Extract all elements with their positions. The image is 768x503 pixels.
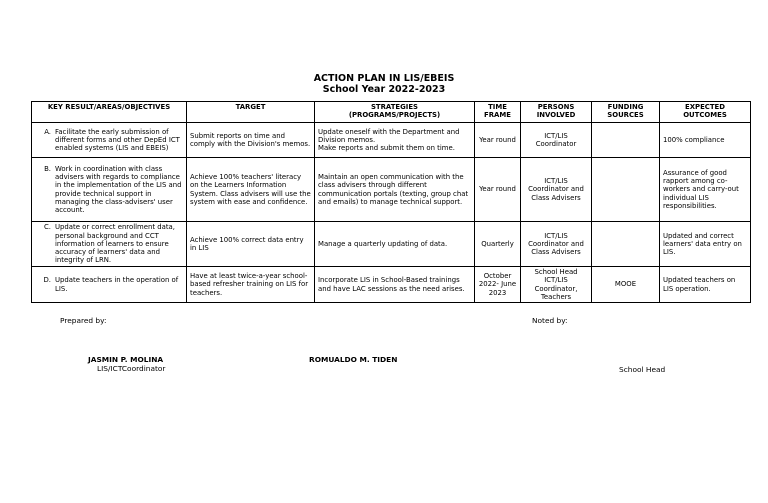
header-key-result: KEY RESULT/AREAS/OBJECTIVES <box>32 102 187 123</box>
objective-cell: D. Update teachers in the operation of LIS. <box>32 267 187 303</box>
header-persons-involved: PERSONS INVOLVED <box>521 102 592 123</box>
time-frame-cell: Year round <box>475 158 521 222</box>
target-cell: Achieve 100% correct data entry in LIS <box>187 222 315 267</box>
objective-cell: A. Facilitate the early submission of different forms and other DepEd ICT enabled systems (LIS and EBEIS) <box>32 123 187 158</box>
action-plan-table <box>31 101 751 303</box>
funding-cell <box>592 222 660 267</box>
outcome-cell: Assurance of good rapport among co-workers and carry-out individual LIS responsibilities. <box>660 158 751 222</box>
header-funding-sources: FUNDING SOURCES <box>592 102 660 123</box>
strategy-cell: Update oneself with the Department and Division memos. Make reports and submit them on time. <box>315 123 475 158</box>
funding-cell: MOOE <box>592 267 660 303</box>
table-header-row <box>32 102 751 123</box>
objective-cell: C. Update or correct enrollment data, personal background and CCT information of learners to ensure accuracy of learners' data and integrity of LRN. <box>32 222 187 267</box>
time-frame-cell: Quarterly <box>475 222 521 267</box>
target-cell: Submit reports on time and comply with the Division's memos. <box>187 123 315 158</box>
table-row <box>32 123 751 158</box>
persons-cell: ICT/LIS Coordinator and Class Advisers <box>521 158 592 222</box>
funding-cell <box>592 123 660 158</box>
header-expected-outcomes: EXPECTED OUTCOMES <box>660 102 751 123</box>
outcome-cell: Updated and correct learners' data entry on LIS. <box>660 222 751 267</box>
outcome-cell: Updated teachers on LIS operation. <box>660 267 751 303</box>
document-title <box>0 73 768 95</box>
header-strategies: STRATEGIES (PROGRAMS/PROJECTS) <box>315 102 475 123</box>
strategy-cell: Incorporate LIS in School-Based trainings and have LAC sessions as the need arises. <box>315 267 475 303</box>
table-row <box>32 267 751 303</box>
persons-cell: ICT/LIS Coordinator <box>521 123 592 158</box>
target-cell: Achieve 100% teachers' literacy on the Learners Information System. Class advisers will use the system with ease and confidence. <box>187 158 315 222</box>
table-row <box>32 222 751 267</box>
strategy-cell: Maintain an open communication with the class advisers through different communication portals (texting, group chat and emails) to manage technical support. <box>315 158 475 222</box>
header-time-frame: TIME FRAME <box>475 102 521 123</box>
prepared-by-label: Prepared by: <box>60 316 107 325</box>
strategy-cell: Manage a quarterly updating of data. <box>315 222 475 267</box>
table-row <box>32 158 751 222</box>
persons-cell: ICT/LIS Coordinator and Class Advisers <box>521 222 592 267</box>
objective-cell: B. Work in coordination with class advisers with regards to compliance in the implementation of the LIS and provide technical support in managing the class-advisers' user account. <box>32 158 187 222</box>
title-line-2: School Year 2022-2023 <box>322 84 446 95</box>
noter-name: ROMUALDO M. TIDEN <box>309 355 398 364</box>
time-frame-cell: October 2022- June 2023 <box>475 267 521 303</box>
target-cell: Have at least twice-a-year school-based refresher training on LIS for teachers. <box>187 267 315 303</box>
preparer-name: JASMIN P. MOLINA <box>88 355 164 364</box>
preparer-title: LIS/ICTCoordinator <box>97 364 166 373</box>
time-frame-cell: Year round <box>475 123 521 158</box>
title-line-1: ACTION PLAN IN LIS/EBEIS <box>313 73 455 84</box>
noter-title: School Head <box>619 365 666 374</box>
header-target: TARGET <box>187 102 315 123</box>
noted-by-label: Noted by: <box>532 316 568 325</box>
persons-cell: School Head ICT/LIS Coordinator, Teachers <box>521 267 592 303</box>
outcome-cell: 100% compliance <box>660 123 751 158</box>
funding-cell <box>592 158 660 222</box>
